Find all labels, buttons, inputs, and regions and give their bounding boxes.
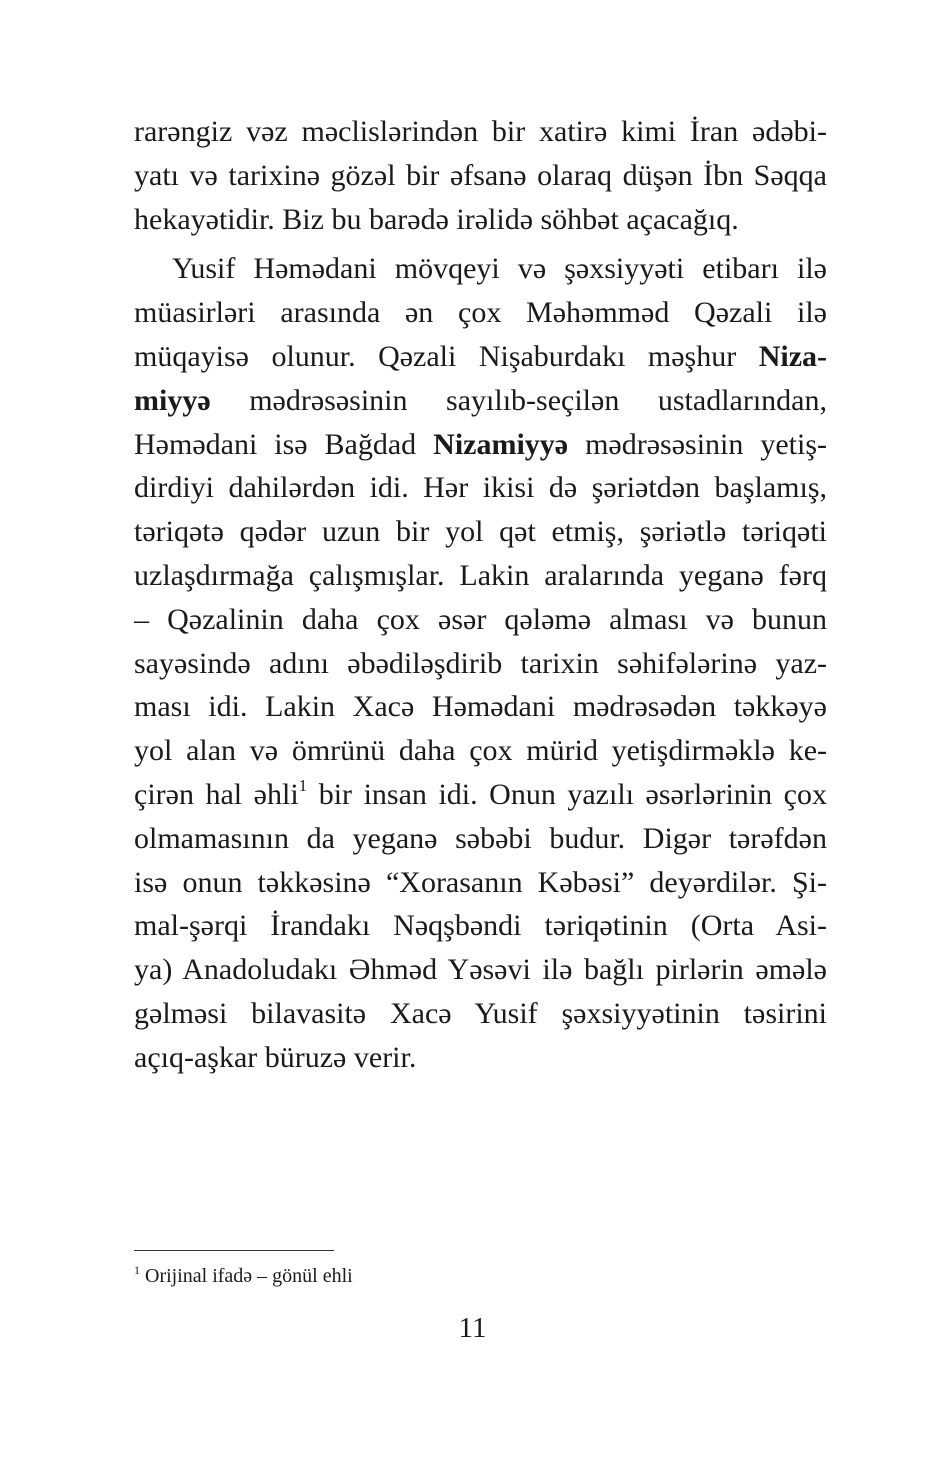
- text-line: [134, 379, 827, 423]
- text-line: dirdiyi dahilərdən idi. Hər ikisi də şəriətdən başlamış,: [134, 471, 827, 505]
- bold-term: Niza-: [758, 339, 827, 373]
- text-span: çirən hal əhli: [134, 777, 299, 811]
- text-line: [134, 773, 827, 817]
- text-line: – Qəzalinin daha çox əsər qələmə alması və bunun: [134, 602, 827, 636]
- text-line: yol alan və ömrünü daha çox mürid yetişdirməklə ke-: [134, 734, 827, 768]
- body-text: [134, 110, 827, 1080]
- text-line: sayəsində adını əbədiləşdirib tarixin səhifələrinə yaz-: [134, 646, 827, 680]
- text-line: təriqətə qədər uzun bir yol qət etmiş, şəriətlə təriqəti: [134, 515, 827, 549]
- text-line: yatı və tarixinə gözəl bir əfsanə olaraq düşən İbn Səqqa: [134, 158, 827, 192]
- text-line: olmamasının da yeganə səbəbi budur. Digər tərəfdən: [134, 821, 827, 855]
- text-line: Yusif Həmədani mövqeyi və şəxsiyyəti etibarı ilə: [172, 252, 827, 286]
- bold-term: miyyə: [134, 383, 211, 417]
- bold-term: Nizamiyyə: [433, 427, 569, 461]
- footnote-number: 1: [134, 1263, 140, 1278]
- text-line: mal-şərqi İrandakı Nəqşbəndi təriqətinin (Orta Asi-: [134, 909, 827, 943]
- text-line: [134, 335, 827, 379]
- footnote-text: Orijinal ifadə – gönül ehli: [140, 1265, 353, 1287]
- text-span: mədrəsəsinin sayılıb-seçilən ustadlarından,: [210, 383, 827, 417]
- text-line: isə onun təkkəsinə “Xorasanın Kəbəsi” deyərdilər. Şi-: [134, 865, 827, 899]
- text-line: [134, 423, 827, 467]
- text-line: gəlməsi bilavasitə Xacə Yusif şəxsiyyətinin təsirini: [134, 996, 827, 1030]
- text-line: müasirləri arasında ən çox Məhəmməd Qəzali ilə: [134, 296, 827, 330]
- text-span: bir insan idi. Onun yazılı əsərlərinin çox: [307, 777, 827, 811]
- text-span: müqayisə olunur. Qəzali Nişaburdakı məşhur: [134, 339, 759, 373]
- footnote-reference[interactable]: 1: [298, 775, 308, 795]
- text-line: ya) Anadoludakı Əhməd Yəsəvi ilə bağlı pirlərin əmələ: [134, 953, 827, 987]
- page-number: 11: [458, 1312, 487, 1344]
- text-line: rarəngiz vəz məclislərindən bir xatirə kimi İran ədəbi-: [134, 115, 827, 148]
- text-span: mədrəsəsinin yetiş-: [568, 427, 827, 461]
- text-span: Həmədani isə Bağdad: [134, 427, 434, 461]
- text-line: açıq-aşkar büruzə verir.: [134, 1040, 417, 1074]
- text-line: uzlaşdırmağa çalışmışlar. Lakin aralarında yeganə fərq: [134, 558, 827, 592]
- text-line: ması idi. Lakin Xacə Həmədani mədrəsədən təkkəyə: [134, 690, 827, 724]
- footnote-divider: [134, 1250, 334, 1251]
- text-line: hekayətidir. Biz bu barədə irəlidə söhbət açacağıq.: [134, 202, 739, 236]
- footnote: [134, 1262, 353, 1290]
